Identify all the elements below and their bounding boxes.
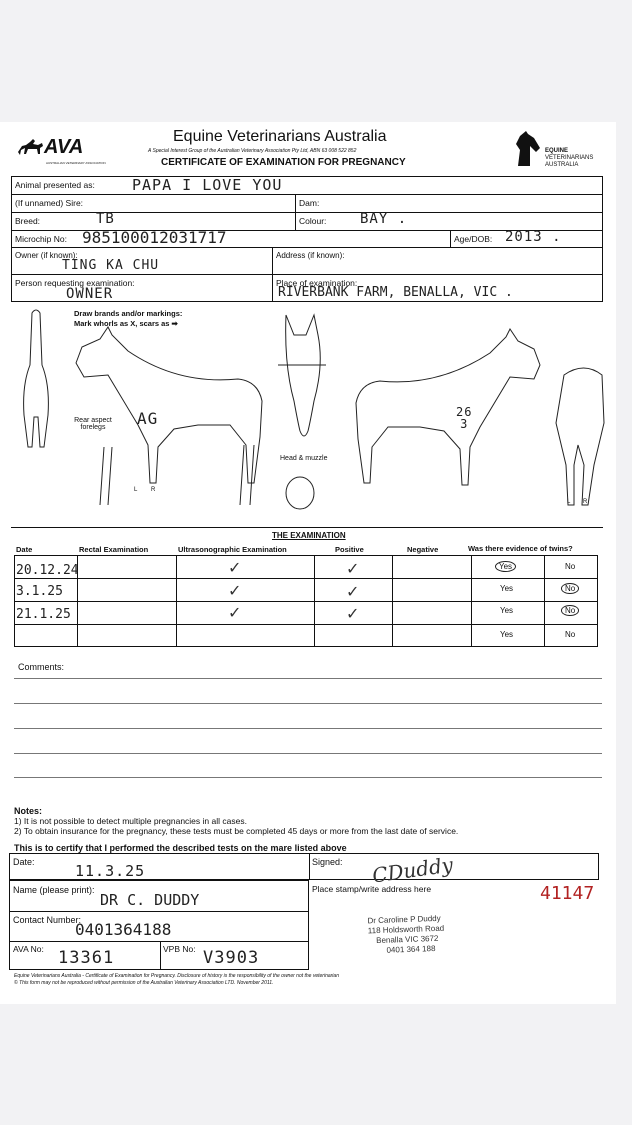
colour-value: BAY . bbox=[360, 211, 408, 227]
contact-label: Contact Number: bbox=[13, 915, 82, 925]
vpb-no-value: V3903 bbox=[203, 948, 260, 968]
ava-logo-subtext: AUSTRALIAN VETERINARY ASSOCIATION bbox=[46, 161, 106, 165]
horse-rider-icon bbox=[16, 136, 46, 158]
col-date: Date bbox=[16, 545, 33, 554]
leg-left-label: L bbox=[134, 487, 138, 493]
ava-logo-text: AVA bbox=[44, 136, 84, 158]
name-label: Name (please print): bbox=[13, 885, 95, 895]
requester-value: OWNER bbox=[66, 286, 114, 302]
col-twins: Was there evidence of twins? bbox=[468, 544, 573, 553]
contact-value: 0401364188 bbox=[75, 920, 172, 939]
positive-tick: ✓ bbox=[346, 606, 360, 623]
table-row-date: 3.1.25 bbox=[16, 584, 63, 599]
leg-right-label: R bbox=[151, 487, 156, 493]
right-horse-mark: 26 3 bbox=[456, 405, 473, 431]
colour-label: Colour: bbox=[299, 216, 327, 226]
col-positive: Positive bbox=[335, 545, 364, 554]
ava-logo bbox=[16, 134, 106, 166]
ultrasound-tick: ✓ bbox=[228, 560, 242, 577]
col-ultrasound: Ultrasonographic Examination bbox=[178, 545, 287, 554]
table-row-date: 21.1.25 bbox=[16, 607, 71, 622]
org-subline: A Special Interest Group of the Australian Veterinary Association Pty Ltd, ABN 63 008 522 852 bbox=[148, 148, 357, 154]
eva-logo-line2: VETERINARIANS bbox=[545, 155, 594, 161]
twins-yes: Yes bbox=[500, 584, 514, 593]
col-negative: Negative bbox=[407, 545, 439, 554]
twins-yes: Yes bbox=[495, 561, 516, 572]
mark-instructions: Mark whorls as X, scars as ➡ bbox=[74, 319, 178, 328]
positive-tick: ✓ bbox=[346, 561, 360, 578]
rear-leg-left-label: L bbox=[567, 499, 571, 505]
dam-label: Dam: bbox=[299, 198, 320, 208]
horse-diagram bbox=[8, 305, 608, 525]
twins-no: No bbox=[561, 583, 579, 594]
place-value: RIVERBANK FARM, BENALLA, VIC . bbox=[278, 285, 513, 300]
ava-no-label: AVA No: bbox=[13, 944, 44, 954]
table-row-date: 20.12.24 bbox=[16, 563, 79, 578]
microchip-label: Microchip No: bbox=[15, 234, 67, 244]
owner-value: TING KA CHU bbox=[62, 258, 160, 273]
ava-no-value: 13361 bbox=[58, 948, 115, 968]
place-label: Place of examination: bbox=[276, 278, 358, 288]
signature: CDuddy bbox=[370, 852, 455, 888]
twins-no: No bbox=[561, 605, 579, 616]
twins-yes: Yes bbox=[500, 630, 514, 639]
status-bar bbox=[0, 0, 632, 10]
notes-title: Notes: bbox=[14, 806, 43, 816]
rear-leg-right-label: R bbox=[583, 499, 588, 505]
name-value: DR C. DUDDY bbox=[100, 891, 200, 909]
eva-logo-line3: AUSTRALIA bbox=[545, 162, 579, 168]
footer-line2: © This form may not be reproduced without permission of the Australian Veterinary Association LTD. November 2011. bbox=[14, 980, 274, 986]
draw-instructions: Draw brands and/or markings: bbox=[74, 309, 183, 318]
date-label: Date: bbox=[13, 857, 35, 867]
certify-statement: This is to certify that I performed the described tests on the mare listed above bbox=[14, 843, 347, 853]
animal-value: PAPA I LOVE YOU bbox=[132, 176, 283, 194]
twins-no: No bbox=[565, 562, 576, 571]
animal-label: Animal presented as: bbox=[15, 180, 95, 190]
horse-head-icon bbox=[512, 130, 542, 168]
vpb-no-label: VPB No: bbox=[163, 944, 196, 954]
org-name: Equine Veterinarians Australia bbox=[173, 128, 387, 145]
left-horse-mark: AG bbox=[137, 409, 159, 428]
date-value: 11.3.25 bbox=[75, 862, 146, 880]
certificate-page bbox=[0, 122, 616, 1004]
footer-line1: Equine Veterinarians Australia - Certificate of Examination for Pregnancy. Disclosure of history is the responsibility of the owner not the veterinarian bbox=[14, 973, 339, 979]
sire-label: (If unnamed) Sire: bbox=[15, 198, 84, 208]
stamp-label: Place stamp/write address here bbox=[312, 884, 432, 894]
address-label: Address (if known): bbox=[276, 251, 345, 260]
form-title: CERTIFICATE OF EXAMINATION FOR PREGNANCY bbox=[161, 157, 406, 168]
microchip-value: 985100012031717 bbox=[82, 228, 227, 247]
ultrasound-tick: ✓ bbox=[228, 583, 242, 600]
rear-aspect-label: Rear aspect forelegs bbox=[74, 417, 112, 431]
eva-logo bbox=[512, 130, 607, 172]
col-rectal: Rectal Examination bbox=[79, 545, 149, 554]
age-label: Age/DOB: bbox=[454, 234, 493, 244]
signed-label: Signed: bbox=[312, 857, 343, 867]
twins-yes: Yes bbox=[500, 606, 514, 615]
age-value: 2013 . bbox=[505, 229, 562, 245]
positive-tick: ✓ bbox=[346, 584, 360, 601]
notes-line1: 1) It is not possible to detect multiple pregnancies in all cases. bbox=[14, 816, 247, 826]
stamp-line: 0401 364 188 bbox=[386, 943, 436, 955]
address-stamp bbox=[367, 914, 445, 957]
ultrasound-tick: ✓ bbox=[228, 605, 242, 622]
owner-label: Owner (if known): bbox=[15, 251, 78, 260]
examination-title: THE EXAMINATION bbox=[272, 531, 346, 540]
certificate-number: 41147 bbox=[540, 883, 595, 904]
comments-label: Comments: bbox=[18, 662, 65, 672]
head-label: Head & muzzle bbox=[280, 455, 328, 462]
requester-label: Person requesting examination: bbox=[15, 278, 135, 288]
notes-line2: 2) To obtain insurance for the pregnancy, these tests must be completed 45 days or more from the last date of service. bbox=[14, 826, 459, 836]
stamp-line: Dr Caroline P Duddy bbox=[367, 913, 441, 926]
twins-no: No bbox=[565, 630, 576, 639]
breed-label: Breed: bbox=[15, 216, 41, 226]
stamp-line: Benalla VIC 3672 bbox=[376, 933, 439, 946]
eva-logo-line1: EQUINE bbox=[545, 148, 569, 154]
breed-value: TB bbox=[96, 211, 115, 227]
stamp-line: 118 Holdsworth Road bbox=[367, 923, 445, 936]
